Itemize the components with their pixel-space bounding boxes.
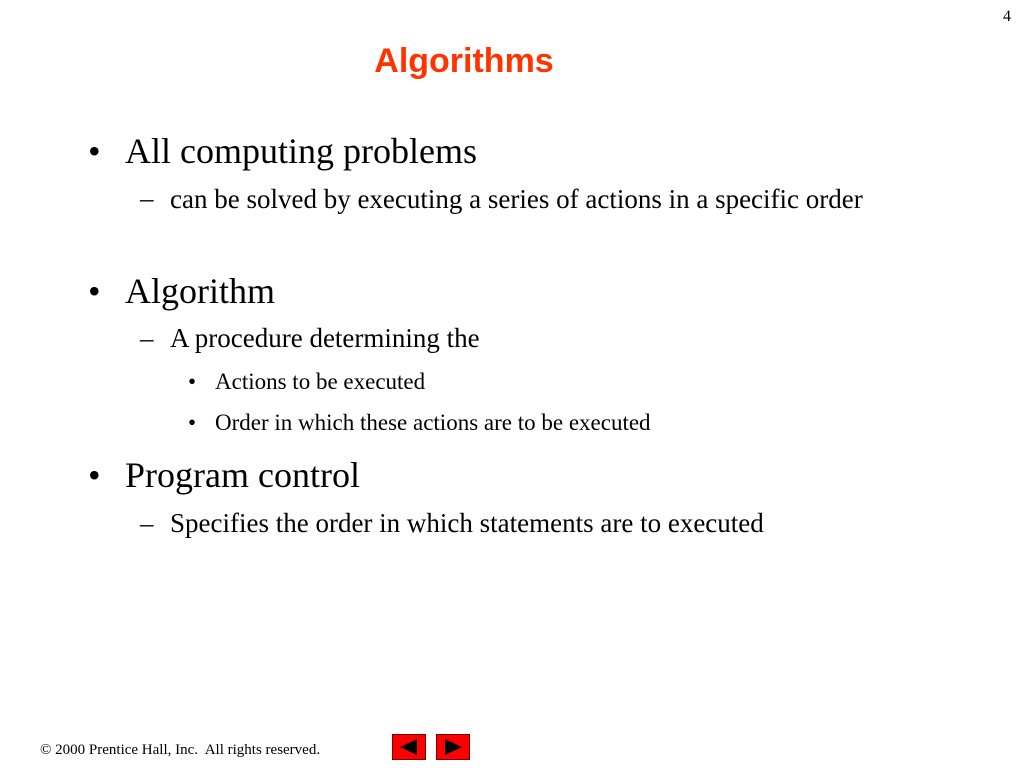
- copyright-footer: [40, 742, 320, 759]
- copyright-text: 2000 Prentice Hall, Inc. All rights reserved.: [55, 742, 321, 758]
- bullet-item-3: Program control: [125, 455, 360, 495]
- bullet-marker: •: [88, 131, 101, 171]
- bullet-item-2: Algorithm: [125, 271, 275, 311]
- sub-item-1: can be solved by executing a series of actions in a specific order: [170, 184, 863, 214]
- bullet-marker: •: [188, 369, 197, 394]
- page-number: 4: [1003, 8, 1011, 25]
- dash-marker: –: [140, 183, 154, 213]
- dash-marker: –: [140, 323, 154, 353]
- previous-slide-button[interactable]: [392, 734, 426, 760]
- sub-sub-item-2: Order in which these actions are to be executed: [215, 410, 651, 435]
- next-slide-button[interactable]: [436, 734, 470, 760]
- bullet-marker: •: [88, 271, 101, 311]
- sub-item-3: Specifies the order in which statements are to executed: [170, 508, 764, 538]
- dash-marker: –: [140, 508, 154, 538]
- left-arrow-icon: [393, 735, 425, 759]
- copyright-symbol: ©: [40, 742, 52, 758]
- bullet-item-1: All computing problems: [125, 131, 477, 171]
- sub-item-2: A procedure determining the: [170, 323, 480, 353]
- sub-sub-item-1: Actions to be executed: [215, 369, 426, 394]
- right-arrow-icon: [437, 735, 469, 759]
- bullet-marker: •: [88, 455, 101, 495]
- slide-title: Algorithms: [374, 42, 554, 80]
- bullet-marker: •: [188, 410, 197, 435]
